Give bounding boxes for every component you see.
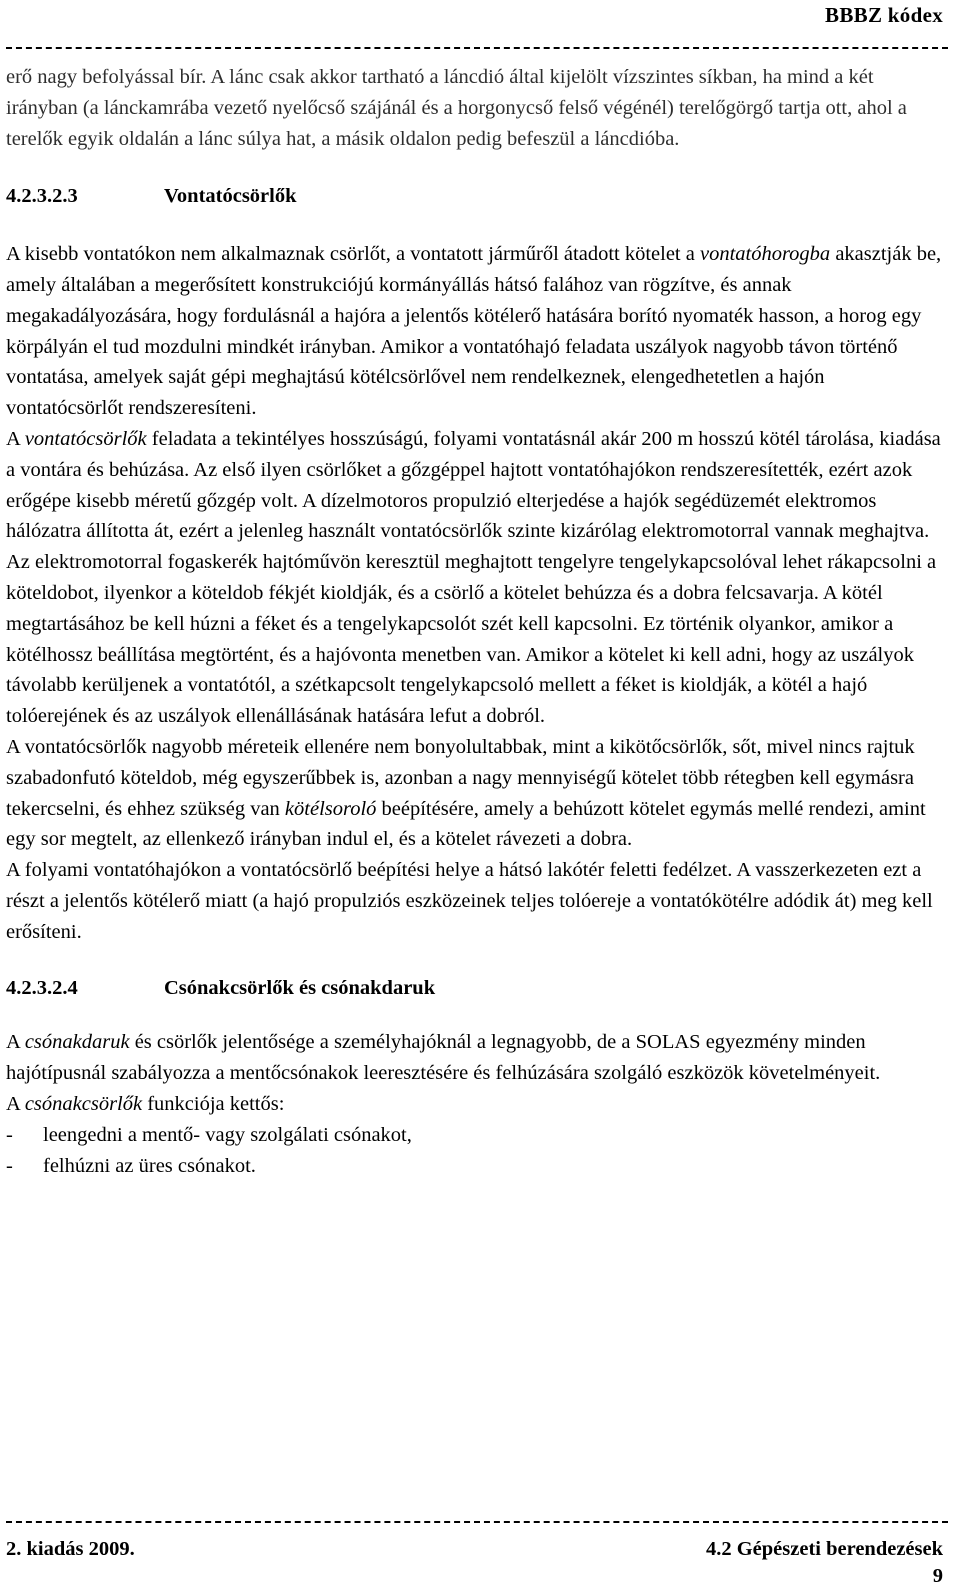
section-heading-vontatocsorlok — [6, 181, 942, 212]
document-body — [6, 62, 942, 1181]
list-dash: - — [6, 1123, 13, 1146]
emphasis-term: csónakcsörlők — [24, 1092, 143, 1115]
section-number: 4.2.3.2.3 — [6, 185, 78, 208]
list-item-text: felhúzni az üres csónakot. — [43, 1154, 256, 1177]
section-title: Vontatócsörlők — [164, 185, 297, 208]
emphasis-term: csónakdaruk — [24, 1031, 130, 1054]
footer-chapter: 4.2 Gépészeti berendezések — [705, 1538, 943, 1560]
emphasis-term: vontatóhorogba — [699, 243, 831, 266]
section-heading-csonakcsorlok — [6, 973, 942, 1004]
section-title: Csónakcsörlők és csónakdaruk — [164, 976, 436, 999]
paragraph: A kisebb vontatókon nem alkalmaznak csörlőt, a vontatott járműről átadott kötelet a vontatóhorogba akasztják be, amely általában a megerősített konstrukciójú kormányállás hátsó falához van rögzítve, és annak megakadályozására, hogy fordulásnál a hajóra a jelentős kötélerő hatására borító nyomaték hasson, a horog egy körpályán el tud mozdulni mindkét irányban. Amikor a vontatóhajó feladata uszályok nagyobb távon történő vontatása, amelyek saját gépi meghajtású kötélcsörlővel nem rendelkeznek, elengedhetetlen a hajón vontatócsörlőt rendszeresíteni. — [6, 243, 942, 420]
paragraph: A vontatócsörlők nagyobb méreteik ellenére nem bonyolultabbak, mint a kikötőcsörlők, sőt, mivel nincs rajtuk szabadonfutó köteldob, még egyszerűbbek is, azonban a nagy mennyiségű kötelet több rétegben kell egymásra tekercselni, és ehhez szükség van kötélsoroló beépítésére, amely a behúzott kötelet egymás mellé rendezi, amint egy sor megtelt, az ellenkező irányban indul el, és a kötelet rávezeti a dobra. — [6, 735, 926, 851]
continued-paragraph: erő nagy befolyással bír. A lánc csak akkor tartható a láncdió által kijelölt vízszintes síkban, ha mind a két irányban (a lánckamrába vezető nyelőcső szájánál és a horgonycső felső végénél) terelőgörgő tartja ott, ahol a terelők egyik oldalán a lánc súlya hat, a másik oldalon pedig befeszül a láncdióba. — [6, 66, 907, 150]
list-item — [6, 1151, 942, 1182]
page-number: 9 — [932, 1565, 943, 1587]
list-item-text: leengedni a mentő- vagy szolgálati csónakot, — [43, 1123, 412, 1146]
list-dash: - — [6, 1154, 13, 1177]
emphasis-term: vontatócsörlők — [24, 427, 147, 450]
page-header-title: BBBZ kódex — [825, 3, 943, 27]
function-list — [6, 1120, 942, 1182]
paragraph: A folyami vontatóhajókon a vontatócsörlő beépítési helye a hátsó lakótér feletti fedélzet. A vasszerkezeten ezt a részt a jelentős kötélerő miatt (a hajó propulziós eszközeinek teljes tolóereje a vontatókötélre adódik át) meg kell erősíteni. — [6, 859, 933, 943]
paragraph: A csónakcsörlők funkciója kettős: — [6, 1092, 285, 1115]
list-item — [6, 1120, 942, 1151]
section-number: 4.2.3.2.4 — [6, 976, 78, 999]
paragraph: A vontatócsörlők feladata a tekintélyes hosszúságú, folyami vontatásnál akár 200 m hosszú kötél tárolása, kiadása a vontára és behúzása. Az első ilyen csörlőket a gőzgéppel hajtott vontatóhajókon rendszeresítették, ezért azok erőgépe kisebb méretű gőzgép volt. A dízelmotoros propulzió elterjedése a hajók segédüzemét elektromos hálózatra állította át, ezért a jelenleg használt vontatócsörlők szinte kizárólag elektromotorral vannak meghajtva. — [6, 427, 941, 543]
paragraph: Az elektromotorral fogaskerék hajtóművön keresztül meghajtott tengelyre tengelykapcsolóval lehet rákapcsolni a köteldobot, ilyenkor a köteldob fékjét kioldják, és a csörlő a kötelet behúzza és a dobra felcsavarja. A kötél megtartásához be kell húzni a féket és a tengelykapcsolót szét kell kapcsolni. Ez történik olyankor, amikor a kötélhossz beállítása megtörtént, és a hajóvonta menetben van. Amikor a kötelet ki kell adni, hogy az uszályok távolabb kerüljenek a vontatótól, a szétkapcsolt tengelykapcsoló mellett a féket is kioldják, a kötél a hajó tolóerejének és az uszályok ellenállásának hatására lefut a dobról. — [6, 551, 937, 728]
paragraph: A csónakdaruk és csörlők jelentősége a személyhajóknál a legnagyobb, de a SOLAS egyezmény minden hajótípusnál szabályozza a mentőcsónakok leeresztésére és felhúzására szolgáló eszközök követelményeit. — [6, 1031, 881, 1085]
emphasis-term: kötélsoroló — [284, 797, 377, 820]
footer-edition: 2. kiadás 2009. — [6, 1538, 135, 1560]
footer-divider — [6, 1521, 948, 1523]
header-divider — [6, 47, 948, 49]
